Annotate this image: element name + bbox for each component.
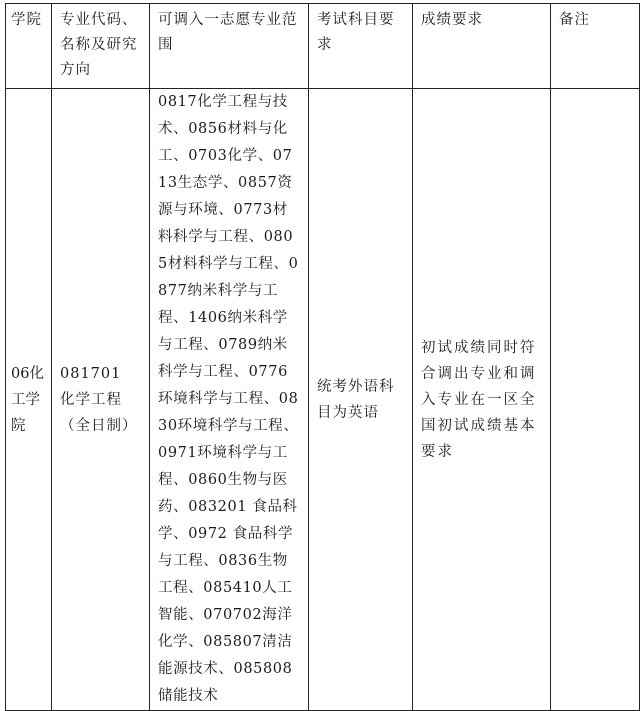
transfer-range: 0817化学工程与技术、0856材料与化工、0703化学、0713生态学、0857资源与环境、0773材料科学与工程、0805材料科学与工程、0877纳米科学与工程、1406纳米科学与工程、0789纳米科学与工程、0776环境科学与工程、0830环境科学与工程、0971环境科学与工程、0860生物与医药、083201 食品科学、0972 食品科学与工程、0836生物工程、085410人工智能、070702海洋化学、085807清洁能源技术、085808储能技术	[158, 94, 299, 704]
table-row	[6, 89, 640, 711]
header-college	[6, 4, 52, 89]
cell-range	[150, 89, 309, 711]
table-header	[6, 4, 640, 89]
score-requirement: 初试成绩同时符合调出专业和调入专业在一区全国初试成绩基本要求	[421, 339, 537, 460]
adjustment-table	[5, 3, 640, 711]
header-major-label: 专业代码、名称及研究方向	[60, 12, 138, 78]
cell-college	[6, 89, 52, 711]
college-name: 06化工学院	[11, 365, 44, 434]
header-major	[52, 4, 150, 89]
header-college-label: 学院	[11, 12, 42, 28]
cell-exam	[309, 89, 413, 711]
cell-score	[413, 89, 551, 711]
header-score-label: 成绩要求	[421, 12, 483, 28]
major-name: 081701 化学工程（全日制）	[60, 365, 138, 434]
header-note-label: 备注	[559, 12, 590, 28]
header-score	[413, 4, 551, 89]
header-row	[6, 4, 640, 89]
cell-note	[551, 89, 640, 711]
header-range	[150, 4, 309, 89]
table-body	[6, 89, 640, 711]
cell-major	[52, 89, 150, 711]
header-exam-label: 考试科目要求	[317, 12, 395, 53]
header-note	[551, 4, 640, 89]
header-exam	[309, 4, 413, 89]
exam-requirement: 统考外语科目为英语	[317, 378, 395, 421]
header-range-label: 可调入一志愿专业范围	[158, 12, 298, 53]
